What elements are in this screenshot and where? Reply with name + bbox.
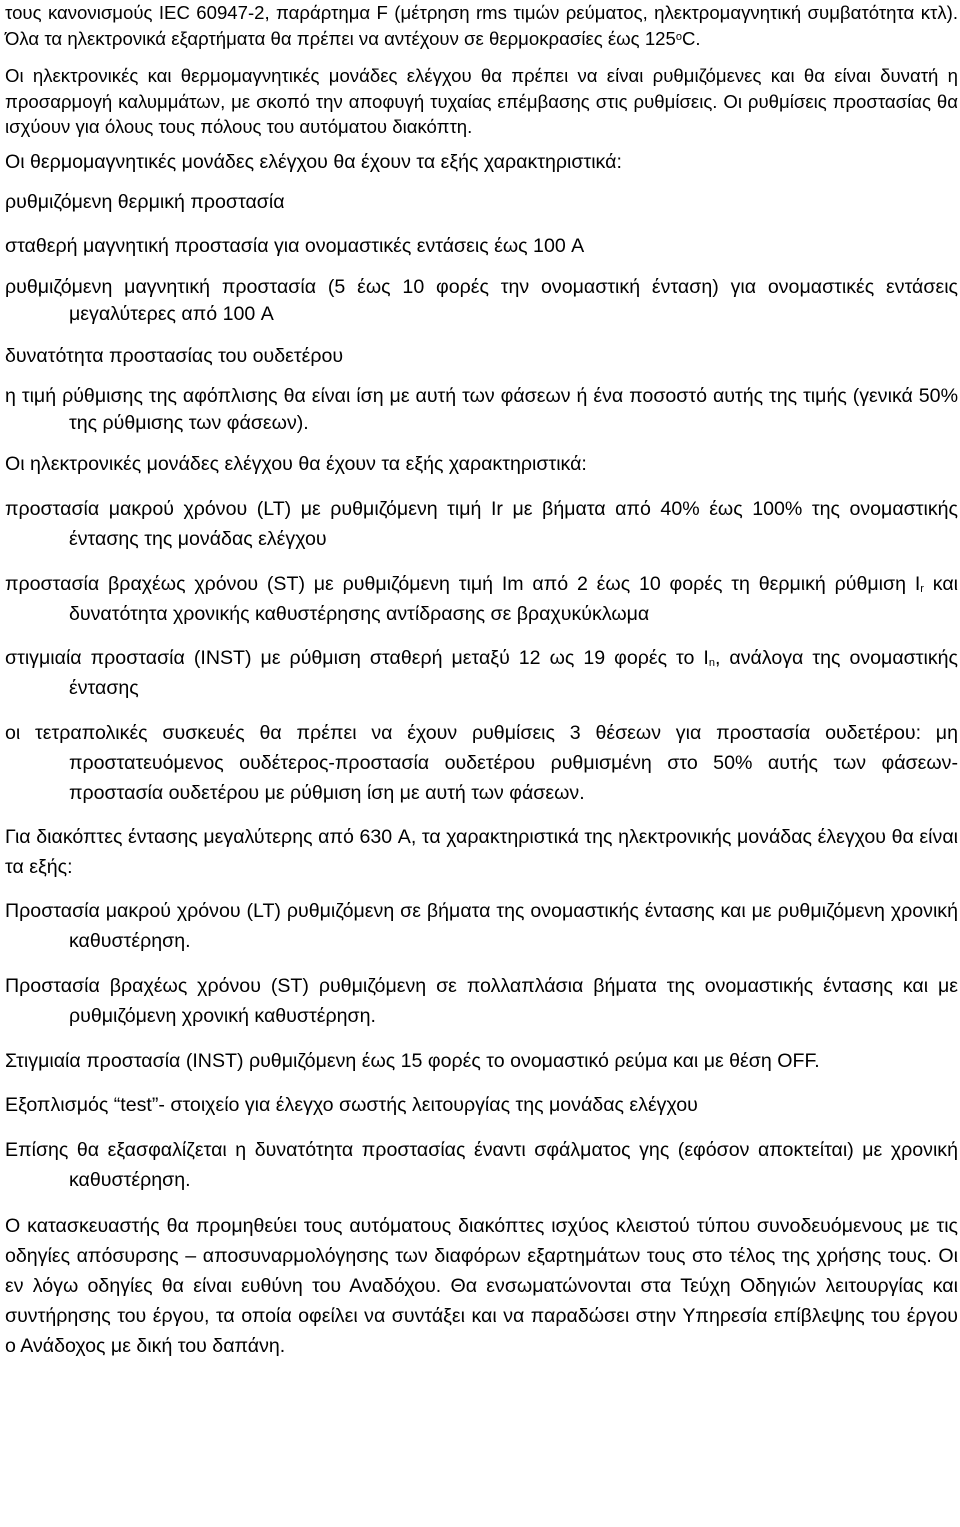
paragraph-electronic-heading: Οι ηλεκτρονικές μονάδες ελέγχου θα έχουν τα εξής χαρακτηριστικά: bbox=[5, 452, 587, 475]
text-instantaneous-end: , ανάλογα της ονομαστικής έντασης bbox=[69, 646, 958, 699]
paragraph-over-630a: Για διακόπτες έντασης μεγαλύτερης από 630 A, τα χαρακτηριστικά της ηλεκτρονικής μονάδας έλεγχου θα είναι τα εξής: bbox=[5, 825, 958, 878]
list-item-test-equipment: Εξοπλισμός “test”- στοιχείο για έλεγχο σωστής λειτουργίας της μονάδας ελέγχου bbox=[5, 1093, 698, 1116]
text-instantaneous: στιγμιαία προστασία (INST) με ρύθμιση σταθερή μεταξύ 12 ως 19 φορές το I bbox=[5, 646, 709, 669]
list-item-trip-setting: η τιμή ρύθμισης της αφόπλισης θα είναι ίση με αυτή των φάσεων ή ένα ποσοστό αυτής της τιμής (γενικά 50% της ρύθμισης των φάσεων). bbox=[5, 384, 958, 434]
list-item-st-steps: Προστασία βραχέως χρόνου (ST) ρυθμιζόμενη σε πολλαπλάσια βήματα της ονομαστικής έντασης και με ρυθμιζόμενη χρονική καθυστέρηση. bbox=[5, 974, 958, 1027]
paragraph-standards bbox=[5, 0, 958, 51]
list-item-fixed-magnetic: σταθερή μαγνητική προστασία για ονομαστικές εντάσεις έως 100 A bbox=[5, 234, 585, 257]
list-item-instantaneous bbox=[5, 643, 958, 703]
list-item-adjustable-magnetic: ρυθμιζόμενη μαγνητική προστασία (5 έως 10 φορές την ονομαστική ένταση) για ονομαστικές εντάσεις μεγαλύτερες από 100 A bbox=[5, 275, 958, 325]
paragraph-manufacturer: Ο κατασκευαστής θα προμηθεύει τους αυτόματους διακόπτες ισχύος κλειστού τύπου συνοδευόμενους με τις οδηγίες απόσυρσης – αποσυναρμολόγησης των διαφόρων εξαρτημάτων τους στο τέλος της χρήσης τους. Οι εν λόγω οδηγίες θα είναι ευθύνη του Αναδόχου. Θα ενσωματώνονται στα Τεύχη Οδηγιών λειτουργίας και συντήρησης του έργου, τα οποία οφείλει να συντάξει και να παραδώσει στην Υπηρεσία επίβλεψης του έργου ο Ανάδοχος με δική του δαπάνη. bbox=[5, 1214, 958, 1357]
text-short-time: προστασία βραχέως χρόνου (ST) με ρυθμιζόμενη τιμή Im από 2 έως 10 φορές τη θερμική ρύθμιση I bbox=[5, 572, 921, 595]
text-standards-end: C. bbox=[681, 27, 701, 49]
list-item-inst-off: Στιγμιαία προστασία (INST) ρυθμιζόμενη έως 15 φορές το ονομαστικό ρεύμα και με θέση OFF. bbox=[5, 1049, 820, 1072]
text-short-time-end: και δυνατότητα χρονικής καθυστέρησης αντίδρασης σε βραχυκύκλωμα bbox=[69, 572, 958, 625]
list-item-four-pole: οι τετραπολικές συσκευές θα πρέπει να έχουν ρυθμίσεις 3 θέσεων για προστασία ουδετέρου: μη προστατευόμενος ουδέτερος-προστασία ουδετέρου ρυθμισμένη στο 50% αυτής των φάσεων-προστασία ουδετέρου με ρύθμιση ίση με αυτή των φάσεων. bbox=[5, 721, 958, 804]
list-item-thermal-protection: ρυθμιζόμενη θερμική προστασία bbox=[5, 190, 285, 213]
list-item-long-time: προστασία μακρού χρόνου (LT) με ρυθμιζόμενη τιμή Ir με βήματα από 40% έως 100% της ονομαστικής έντασης της μονάδας ελέγχου bbox=[5, 497, 958, 550]
list-item-neutral-protection: δυνατότητα προστασίας του ουδετέρου bbox=[5, 344, 344, 367]
list-item-ground-fault: Επίσης θα εξασφαλίζεται η δυνατότητα προστασίας έναντι σφάλματος γης (εφόσον αποκτείται) με χρονική καθυστέρηση. bbox=[5, 1138, 958, 1191]
list-item-lt-steps: Προστασία μακρού χρόνου (LT) ρυθμιζόμενη σε βήματα της ονομαστικής έντασης και με ρυθμιζόμενη χρονική καθυστέρηση. bbox=[5, 899, 958, 952]
text-standards: τους κανονισμούς IEC 60947-2, παράρτημα F (μέτρηση rms τιμών ρεύματος, ηλεκτρομαγνητική συμβατότητα κτλ). Όλα τα ηλεκτρονικά εξαρτήματα θα πρέπει να αντέχουν σε θερμοκρασίες έως 125 bbox=[5, 2, 958, 49]
paragraph-thermomagnetic-heading: Οι θερμομαγνητικές μονάδες ελέγχου θα έχουν τα εξής χαρακτηριστικά: bbox=[5, 150, 622, 173]
paragraph-control-units: Οι ηλεκτρονικές και θερμομαγνητικές μονάδες ελέγχου θα πρέπει να είναι ρυθμιζόμενες και θα είναι δυνατή η προσαρμογή καλυμμάτων, με σκοπό την αποφυγή τυχαίας επέμβασης στις ρυθμίσεις. Οι ρυθμίσεις προστασίας θα ισχύουν για όλους τους πόλους του αυτόματου διακόπτη. bbox=[5, 65, 958, 137]
degree-superscript: o bbox=[675, 30, 682, 43]
in-subscript: n bbox=[708, 656, 715, 669]
list-item-short-time bbox=[5, 569, 958, 629]
ir-subscript: r bbox=[920, 582, 924, 595]
